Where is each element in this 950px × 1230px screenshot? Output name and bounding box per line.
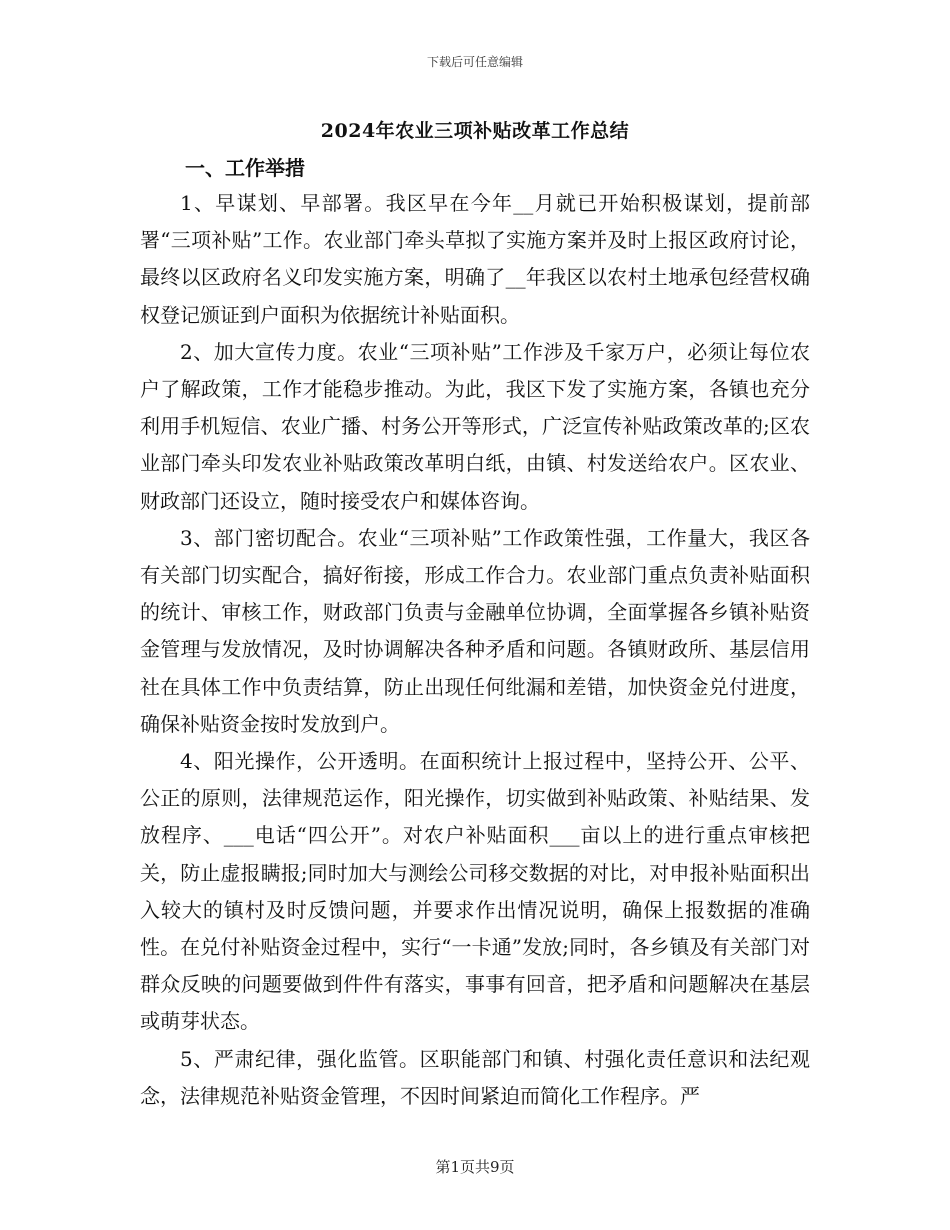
paragraph-4: 4、阳光操作，公开透明。在面积统计上报过程中，坚持公开、公平、公正的原则，法律规范运作，阳光操作，切实做到补贴政策、补贴结果、发放程序、___电话“四公开”。对农户补贴面积___亩以上的进行重点审核把关，防止虚报瞒报;同时加大与测绘公司移交数据的对比，对申报补贴面积出入较大的镇村及时反馈问题，并要求作出情况说明，确保上报数据的准确性。在兑付补贴资金过程中，实行“一卡通”发放;同时，各乡镇及有关部门对群众反映的问题要做到件件有落实，事事有回音，把矛盾和问题解决在基层或萌芽状态。	[140, 749, 810, 1034]
paragraph-3: 3、部门密切配合。农业“三项补贴”工作政策性强，工作量大，我区各有关部门切实配合，搞好衔接，形成工作合力。农业部门重点负责补贴面积的统计、审核工作，财政部门负责与金融单位协调，全面掌握各乡镇补贴资金管理与发放情况，及时协调解决各种矛盾和问题。各镇财政所、基层信用社在具体工作中负责结算，防止出现任何纰漏和差错，加快资金兑付进度，确保补贴资金按时发放到户。	[140, 525, 810, 736]
paragraph-2: 2、加大宣传力度。农业“三项补贴”工作涉及千家万户，必须让每位农户了解政策，工作才能稳步推动。为此，我区下发了实施方案，各镇也充分利用手机短信、农业广播、村务公开等形式，广泛宣传补贴政策改革的;区农业部门牵头印发农业补贴政策改革明白纸，由镇、村发送给农户。区农业、财政部门还设立，随时接受农户和媒体咨询。	[140, 339, 810, 513]
paragraph-5: 5、严肃纪律，强化监管。区职能部门和镇、村强化责任意识和法纪观念，法律规范补贴资金管理，不因时间紧迫而简化工作程序。严	[140, 1046, 810, 1108]
section-heading: 一、工作举措	[185, 156, 305, 180]
header-note: 下载后可任意编辑	[426, 55, 523, 69]
page-number: 第1页共9页	[435, 1158, 515, 1176]
paragraph-1: 1、早谋划、早部署。我区早在今年__月就已开始积极谋划，提前部署“三项补贴”工作。农业部门牵头草拟了实施方案并及时上报区政府讨论，最终以区政府名义印发实施方案，明确了__年我区以农村土地承包经营权确权登记颁证到户面积为依据统计补贴面积。	[140, 191, 810, 327]
document-title: 2024年农业三项补贴改革工作总结	[320, 120, 630, 142]
document-body	[140, 185, 810, 1115]
